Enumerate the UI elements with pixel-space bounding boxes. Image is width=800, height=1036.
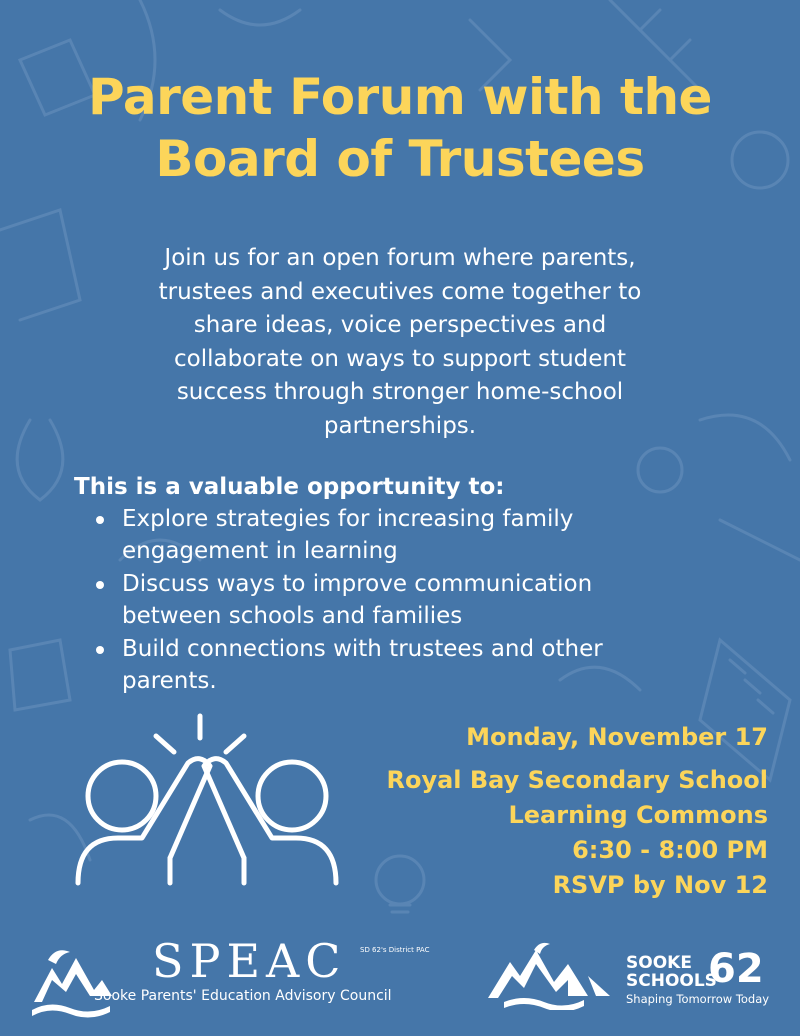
event-rsvp: RSVP by Nov 12 <box>552 871 768 899</box>
sooke-schools-logo <box>484 940 784 1020</box>
title-line-2: Board of Trustees <box>155 130 645 188</box>
intro-line: trustees and executives come together to <box>158 278 642 305</box>
opportunity-heading: This is a valuable opportunity to: <box>74 474 505 500</box>
list-item: Explore strategies for increasing family engagement in learning <box>96 503 736 567</box>
high-five-icon <box>70 708 345 898</box>
sooke-tagline: Shaping Tomorrow Today <box>626 992 770 1006</box>
intro-line: success through stronger home-school <box>176 379 624 405</box>
bullet-icon <box>96 581 104 589</box>
speac-district-note: SD 62's District PAC <box>360 946 430 954</box>
event-date: Monday, November 17 <box>466 723 768 751</box>
event-details <box>308 720 768 903</box>
sooke-word: SOOKE <box>626 953 692 973</box>
event-room: Learning Commons <box>508 801 768 829</box>
speac-logo <box>30 934 450 1020</box>
event-time: 6:30 - 8:00 PM <box>572 836 768 864</box>
intro-paragraph <box>100 242 700 443</box>
title-line-1: Parent Forum with the <box>88 68 712 126</box>
list-item: Build connections with trustees and other parents. <box>96 633 736 697</box>
mountain-logo-icon <box>30 940 140 1020</box>
speac-name: SPEAC <box>152 934 347 988</box>
mountain-logo-icon <box>484 940 624 1010</box>
speac-full-name: Sooke Parents' Education Advisory Council <box>94 988 392 1004</box>
intro-line: Join us for an open forum where parents, <box>164 245 636 271</box>
intro-line: partnerships. <box>323 412 477 439</box>
opportunity-list <box>96 503 736 698</box>
intro-line: share ideas, voice perspectives and <box>193 312 607 338</box>
event-venue: Royal Bay Secondary School <box>386 766 768 794</box>
bullet-icon <box>96 516 104 524</box>
intro-line: collaborate on ways to support student <box>173 345 626 372</box>
page-title <box>0 66 800 190</box>
bullet-icon <box>96 646 104 654</box>
schools-word: SCHOOLS <box>626 971 717 991</box>
list-item: Discuss ways to improve communication between schools and families <box>96 568 736 632</box>
district-number: 62 <box>708 946 764 992</box>
